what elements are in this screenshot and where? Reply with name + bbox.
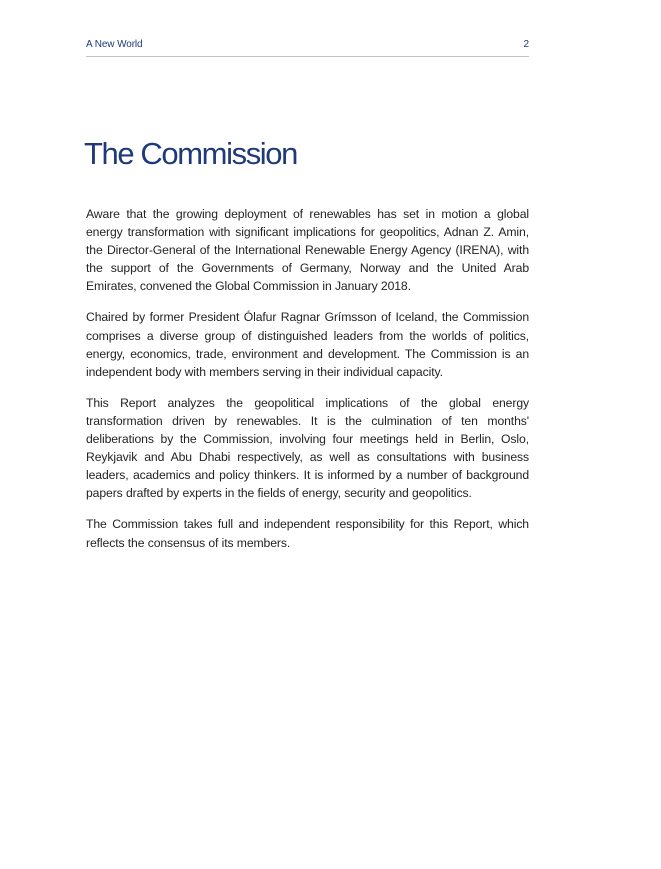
- body-text: [86, 205, 529, 565]
- running-header-title: A New World: [86, 39, 143, 50]
- paragraph-intro: Aware that the growing deployment of renewables has set in motion a global energy transformation with significant implications for geopolitics, Adnan Z. Amin, the Director-General of the International Renewable Energy Agency (IRENA), with the support of the Governments of Germany, Norway and the United Arab Emirates, convened the Global Commission in January 2018.: [86, 207, 529, 294]
- paragraph-chair: Chaired by former President Ólafur Ragnar Grímsson of Iceland, the Commission comprises a diverse group of distinguished leaders from the worlds of politics, energy, economics, trade, environment and development. The Commission is an independent body with members serving in their individual capacity.: [86, 310, 529, 379]
- paragraph-report: This Report analyzes the geopolitical implications of the global energy transformation driven by renewables. It is the culmination of ten months' deliberations by the Commission, involving four meetings held in Berlin, Oslo, Reykjavik and Abu Dhabi respectively, as well as consultations with business leaders, academics and policy thinkers. It is informed by a number of background papers drafted by experts in the fields of energy, security and geopolitics.: [86, 395, 529, 501]
- running-header: [86, 38, 529, 57]
- page-title: The Commission: [84, 136, 297, 171]
- page-number: 2: [523, 39, 529, 50]
- paragraph-responsibility: The Commission takes full and independent responsibility for this Report, which reflects the consensus of its members.: [86, 517, 529, 550]
